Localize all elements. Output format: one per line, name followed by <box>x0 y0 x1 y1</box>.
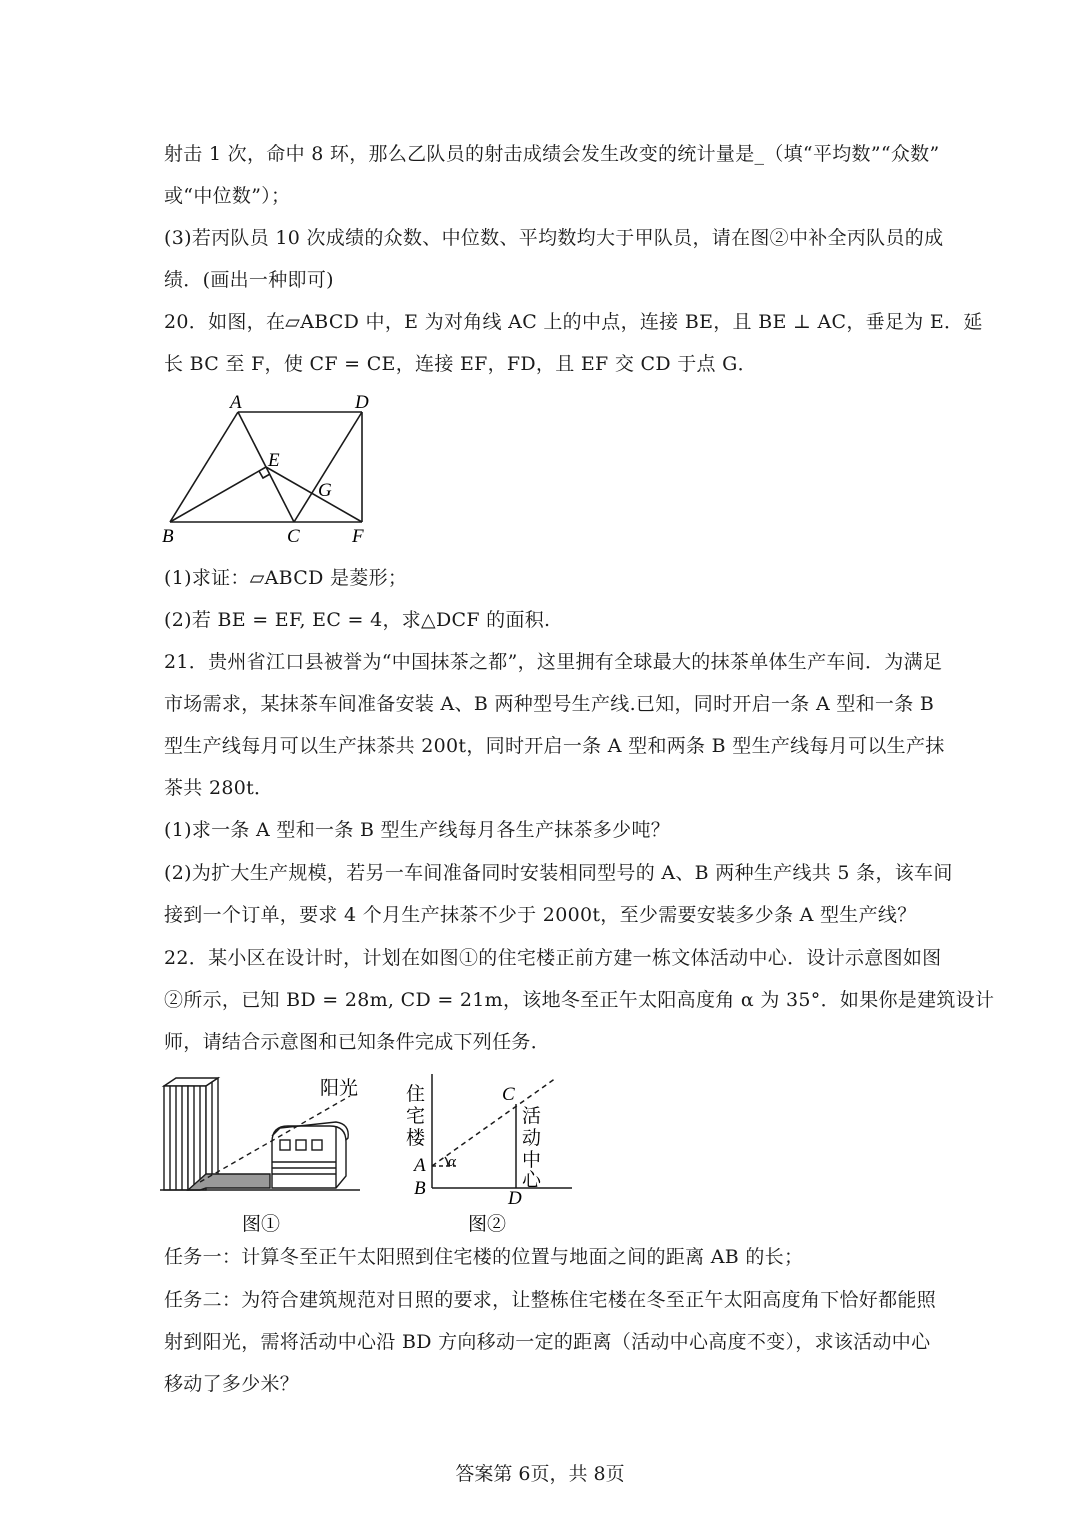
text-line-1: 射击 1 次，命中 8 环，那么乙队员的射击成绩会发生改变的统计量是_（填“平均数”“众数” <box>164 143 940 165</box>
label-F: F <box>352 526 364 547</box>
text-line-3: (3)若丙队员 10 次成绩的众数、中位数、平均数均大于甲队员，请在图②中补全丙队员的成 <box>164 227 944 249</box>
label-E: E <box>268 450 280 471</box>
text-line-22: 移动了多少米？ <box>164 1373 300 1395</box>
label-A: A <box>230 392 242 413</box>
building-label-1: 住 <box>406 1084 426 1105</box>
center-label-3: 中 <box>522 1150 542 1171</box>
text-line-2: 或“中位数”）； <box>164 185 291 207</box>
text-line-17: ②所示，已知 BD = 28m, CD = 21m，该地冬至正午太阳高度角 α 为 35°．如果你是建筑设计 <box>164 989 995 1011</box>
label-C2: C <box>502 1084 515 1105</box>
text-line-18: 师，请结合示意图和已知条件完成下列任务． <box>164 1031 551 1053</box>
figure-1-caption: 图① <box>242 1214 281 1235</box>
text-line-4: 绩．(画出一种即可) <box>164 269 334 291</box>
label-G: G <box>318 480 332 501</box>
text-line-20: 任务二：为符合建筑规范对日照的要求，让整栋住宅楼在冬至正午太阳高度角下恰好都能照 <box>164 1289 937 1311</box>
center-label-4: 心 <box>522 1170 542 1191</box>
page-footer: 答案第 6页，共 8页 <box>455 1463 625 1485</box>
text-line-15: 接到一个订单，要求 4 个月生产抹茶不少于 2000t，至少需要安装多少条 A 型生产线？ <box>164 904 917 926</box>
text-line-16: 22．某小区在设计时，计划在如图①的住宅楼正前方建一栋文体活动中心．设计示意图如图 <box>164 947 942 969</box>
center-label-2: 动 <box>522 1128 542 1149</box>
label-D2: D <box>508 1188 522 1209</box>
label-D: D <box>355 392 369 413</box>
label-B2: B <box>414 1178 426 1199</box>
text-line-13: (1)求一条 A 型和一条 B 型生产线每月各生产抹茶多少吨？ <box>164 819 671 841</box>
figure-2-schematic <box>400 1070 590 1240</box>
text-line-14: (2)为扩大生产规模，若另一车间准备同时安装相同型号的 A、B 两种生产线共 5 条，该车间 <box>164 862 953 884</box>
building-label-3: 楼 <box>406 1128 426 1149</box>
text-line-11: 型生产线每月可以生产抹茶共 200t，同时开启一条 A 型和两条 B 型生产线每月可以生产抹 <box>164 735 945 757</box>
text-line-8: (2)若 BE = EF, EC = 4，求△DCF 的面积. <box>164 609 551 631</box>
alpha-label: α <box>448 1154 456 1170</box>
center-label-1: 活 <box>522 1106 542 1127</box>
building-label-2: 宅 <box>406 1106 426 1127</box>
text-line-12: 茶共 280t． <box>164 777 274 799</box>
figure-1-buildings <box>160 1070 370 1240</box>
text-line-9: 21．贵州省江口县被誉为“中国抹茶之都”，这里拥有全球最大的抹茶单体生产车间．为满足 <box>164 651 943 673</box>
figure-2-caption: 图② <box>468 1214 507 1235</box>
text-line-21: 射到阳光，需将活动中心沿 BD 方向移动一定的距离（活动中心高度不变），求该活动中心 <box>164 1331 931 1353</box>
sunlight-label: 阳光 <box>320 1078 359 1099</box>
parallelogram-figure <box>150 388 390 548</box>
text-line-10: 市场需求，某抹茶车间准备安装 A、B 两种型号生产线.已知，同时开启一条 A 型和一条 B <box>164 693 935 715</box>
label-B: B <box>162 526 174 547</box>
text-line-5: 20．如图，在▱ABCD 中，E 为对角线 AC 上的中点，连接 BE，且 BE ⊥ AC，垂足为 E．延 <box>164 311 983 333</box>
text-line-7: (1)求证：▱ABCD 是菱形； <box>164 567 408 589</box>
label-A2: A <box>414 1155 426 1176</box>
text-line-19: 任务一：计算冬至正午太阳照到住宅楼的位置与地面之间的距离 AB 的长； <box>164 1246 804 1268</box>
text-line-6: 长 BC 至 F，使 CF = CE，连接 EF，FD，且 EF 交 CD 于点 G． <box>164 353 757 375</box>
label-C: C <box>287 526 300 547</box>
